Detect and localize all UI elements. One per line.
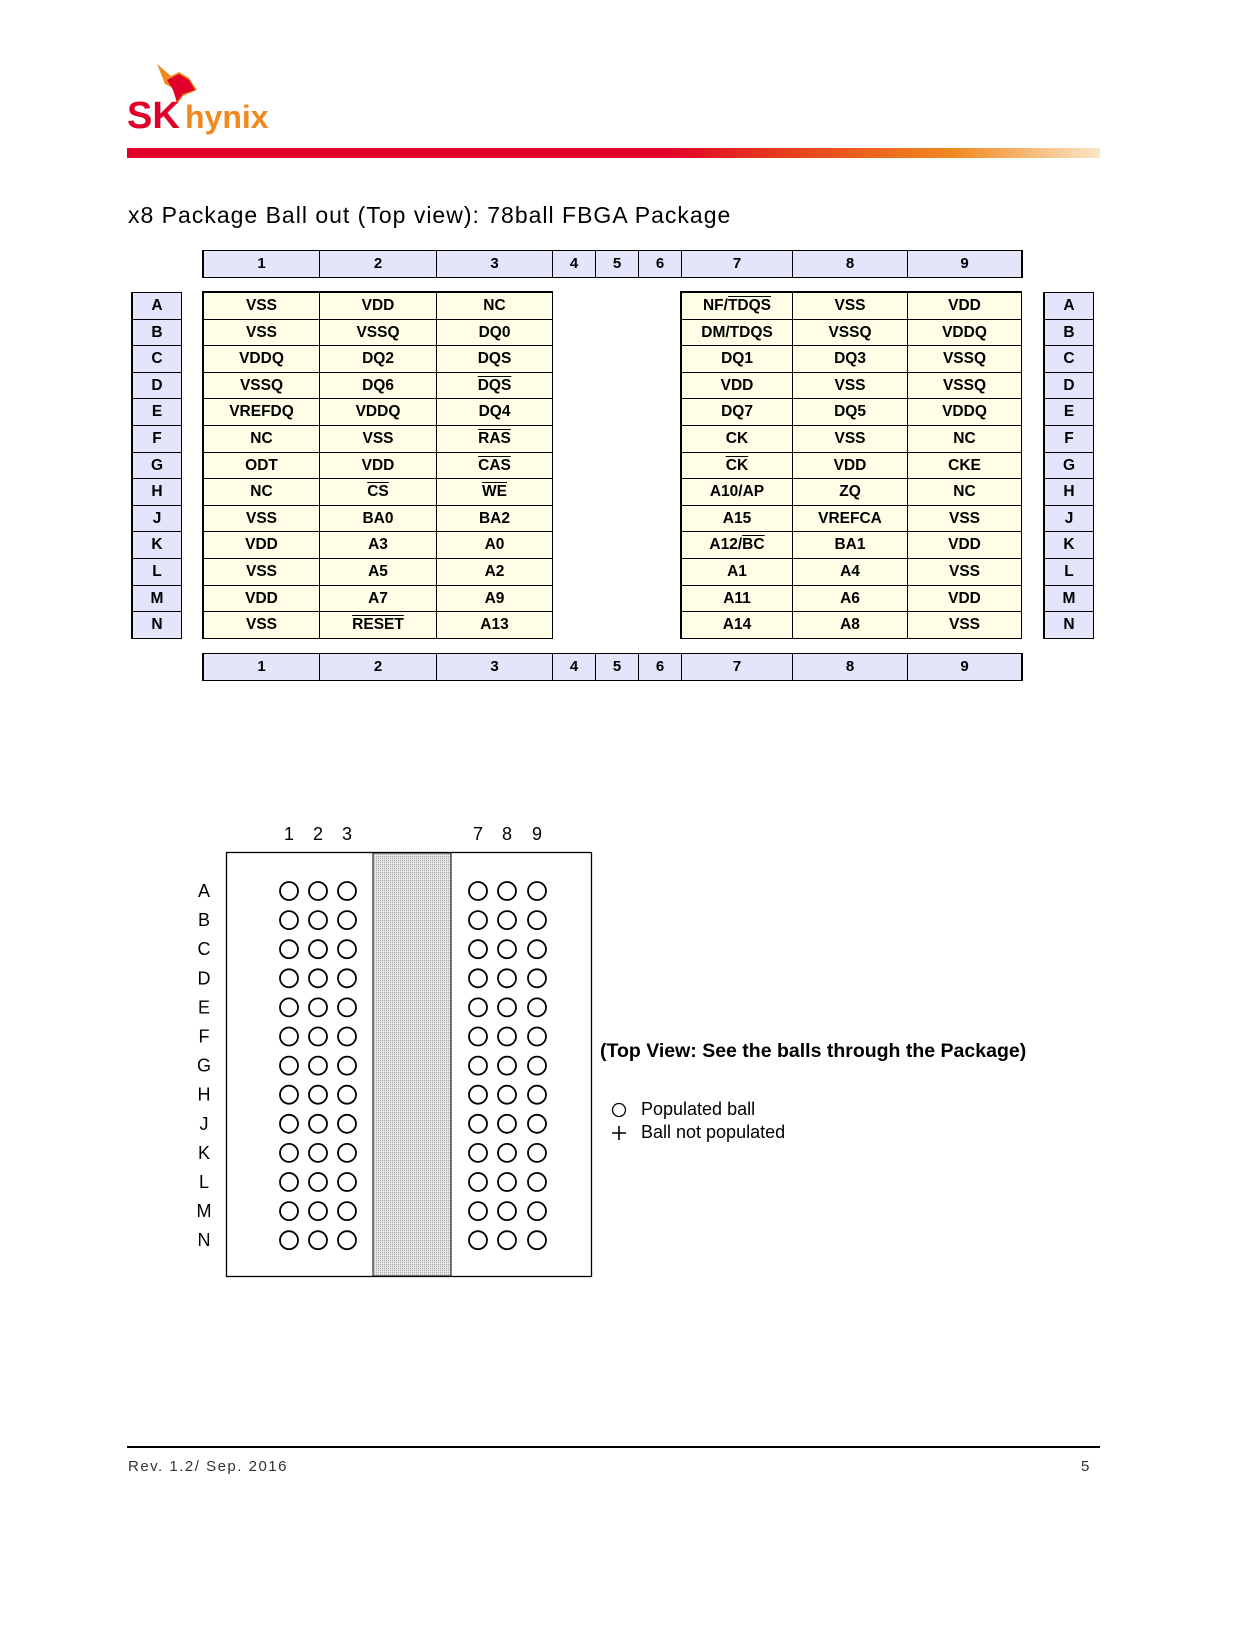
ball-populated <box>338 1144 356 1162</box>
row-label-M: M <box>133 586 181 613</box>
row-label-L: L <box>1045 559 1093 586</box>
pin-cell: VSS <box>204 559 320 585</box>
row-label-K: K <box>133 532 181 559</box>
ball-populated <box>498 1028 516 1046</box>
pin-cell: DM/TDQS <box>682 320 793 346</box>
column-header-5: 5 <box>596 251 639 277</box>
diagram-row-label: B <box>197 910 211 931</box>
ball-populated <box>280 911 298 929</box>
diagram-column-label: 2 <box>312 824 324 844</box>
diagram-row-label: A <box>197 881 211 901</box>
pin-name-prefix: NF/ <box>702 297 728 314</box>
pin-cell: VDD <box>320 293 437 319</box>
pin-cell: NC <box>908 426 1022 452</box>
ball-populated <box>338 969 356 987</box>
pin-cell: BA0 <box>320 506 437 532</box>
pin-table-left <box>202 291 553 639</box>
legend-not-populated: Ball not populated <box>641 1122 786 1142</box>
pin-cell: VSSQ <box>908 373 1022 399</box>
pin-cell: NC <box>204 479 320 505</box>
pin-row-N <box>204 612 553 639</box>
pin-cell: DQ4 <box>437 399 553 425</box>
pin-cell: VSS <box>908 559 1022 585</box>
column-header-6: 6 <box>639 251 682 277</box>
pin-name-active-low: $\overline{BC}$ <box>742 536 765 554</box>
column-header-9: 9 <box>908 654 1022 680</box>
pin-cell: A6 <box>793 586 908 612</box>
ball-populated <box>469 1115 487 1133</box>
ball-populated <box>528 969 546 987</box>
ball-populated <box>469 1202 487 1220</box>
page-title: x8 Package Ball out (Top view): 78ball FBGA Package <box>128 202 732 228</box>
pin-row-H <box>204 479 553 506</box>
pin-cell: A10/AP <box>682 479 793 505</box>
ball-populated <box>528 940 546 958</box>
ball-populated <box>498 1173 516 1191</box>
diagram-row-label: C <box>197 939 211 960</box>
pin-cell: VDD <box>204 532 320 558</box>
ball-populated <box>309 1086 327 1104</box>
row-label-B: B <box>1045 320 1093 347</box>
row-label-H: H <box>133 479 181 506</box>
pin-cell: ODT <box>204 453 320 479</box>
pin-cell: A3 <box>320 532 437 558</box>
column-header-5: 5 <box>596 654 639 680</box>
page-number: 5 <box>1081 1458 1090 1475</box>
pin-cell: DQ3 <box>793 346 908 372</box>
column-header-9: 9 <box>908 251 1022 277</box>
row-label-J: J <box>1045 506 1093 533</box>
pin-row-A <box>204 293 553 320</box>
ball-populated <box>309 1173 327 1191</box>
ball-populated <box>528 1231 546 1249</box>
diagram-row-label: H <box>197 1084 211 1105</box>
diagram-caption: (Top View: See the balls through the Package) <box>600 1040 1027 1062</box>
diagram-column-label: 8 <box>501 824 513 844</box>
ball-populated <box>338 1086 356 1104</box>
row-label-D: D <box>133 373 181 400</box>
ball-populated <box>280 940 298 958</box>
pin-cell: NC <box>437 293 553 319</box>
ball-populated <box>280 1115 298 1133</box>
diagram-row-label: F <box>198 1026 210 1047</box>
ball-populated <box>309 1231 327 1249</box>
pin-cell: VDDQ <box>204 346 320 372</box>
pin-cell: VSS <box>793 373 908 399</box>
column-header-4: 4 <box>553 654 596 680</box>
column-header-1: 1 <box>204 654 320 680</box>
ball-populated <box>498 1057 516 1075</box>
column-header-6: 6 <box>639 654 682 680</box>
center-pad-area <box>373 853 451 1276</box>
pin-cell: VDD <box>908 532 1022 558</box>
column-header-7: 7 <box>682 251 793 277</box>
package-outline <box>227 853 592 1277</box>
column-header-bottom <box>202 653 1023 681</box>
pin-cell: VDDQ <box>320 399 437 425</box>
pin-cell <box>682 532 793 558</box>
row-label-F: F <box>133 426 181 453</box>
pin-cell: A14 <box>682 612 793 638</box>
ball-populated <box>498 1086 516 1104</box>
pin-cell: VSSQ <box>204 373 320 399</box>
pin-cell: VDD <box>908 586 1022 612</box>
pin-name-active-low: $\overline{RAS}$ <box>478 429 511 447</box>
pin-row-E <box>682 399 1022 426</box>
pin-name-prefix: A12/ <box>709 536 743 554</box>
pin-cell: A5 <box>320 559 437 585</box>
pin-cell: VDD <box>204 586 320 612</box>
pin-cell <box>320 479 437 505</box>
ball-populated <box>309 1115 327 1133</box>
ball-populated <box>498 969 516 987</box>
pin-cell: A0 <box>437 532 553 558</box>
column-header-8: 8 <box>793 654 908 680</box>
ball-populated <box>338 1115 356 1133</box>
ball-populated <box>309 1144 327 1162</box>
diagram-row-label: J <box>199 1113 209 1134</box>
pin-row-L <box>204 559 553 586</box>
brand-divider-bar <box>127 148 1100 158</box>
ball-populated <box>528 1115 546 1133</box>
pin-name-active-low: $\overline{WE}$ <box>482 483 507 501</box>
ball-populated <box>528 1086 546 1104</box>
pin-cell <box>437 479 553 505</box>
row-label-J: J <box>133 506 181 533</box>
pin-cell: DQ7 <box>682 399 793 425</box>
row-label-F: F <box>1045 426 1093 453</box>
pin-cell <box>437 373 553 399</box>
pin-row-E <box>204 399 553 426</box>
diagram-row-label: K <box>197 1142 211 1163</box>
ball-populated <box>280 1086 298 1104</box>
svg-text:hynix: hynix <box>185 99 269 135</box>
pin-row-F <box>682 426 1022 453</box>
pin-name-active-low: RESET <box>352 616 404 634</box>
pin-cell: A2 <box>437 559 553 585</box>
pin-row-K <box>204 532 553 559</box>
column-header-2: 2 <box>320 654 437 680</box>
row-label-N: N <box>1045 612 1093 639</box>
pin-row-B <box>204 320 553 347</box>
ball-populated <box>528 1057 546 1075</box>
ball-populated <box>469 969 487 987</box>
row-label-H: H <box>1045 479 1093 506</box>
pin-cell: VDD <box>320 453 437 479</box>
pin-cell <box>437 426 553 452</box>
row-label-G: G <box>1045 453 1093 480</box>
ball-populated <box>338 998 356 1016</box>
row-label-G: G <box>133 453 181 480</box>
row-label-E: E <box>1045 399 1093 426</box>
pin-table-right <box>680 291 1022 639</box>
ball-populated <box>498 940 516 958</box>
pin-cell: A8 <box>793 612 908 638</box>
pin-row-J <box>204 506 553 533</box>
pin-cell <box>682 293 793 319</box>
pin-cell: NC <box>908 479 1022 505</box>
ball-populated <box>498 1115 516 1133</box>
pin-name-active-low: $\overline{CS}$ <box>367 483 389 501</box>
diagram-column-label: 1 <box>283 824 295 844</box>
ball-populated <box>469 1231 487 1249</box>
ball-populated <box>309 969 327 987</box>
pin-cell: DQS <box>437 346 553 372</box>
ball-populated <box>528 1144 546 1162</box>
pin-row-C <box>204 346 553 373</box>
ball-populated <box>280 1028 298 1046</box>
pin-cell: A4 <box>793 559 908 585</box>
row-label-C: C <box>133 346 181 373</box>
row-label-D: D <box>1045 373 1093 400</box>
pin-name-active-low: $\overline{DQS}$ <box>477 376 512 394</box>
row-labels-left <box>131 292 182 639</box>
ball-populated <box>309 1202 327 1220</box>
pin-cell: ZQ <box>793 479 908 505</box>
row-labels-right <box>1043 292 1094 639</box>
ball-populated <box>280 1144 298 1162</box>
ball-populated <box>309 940 327 958</box>
pin-cell: VSS <box>908 506 1022 532</box>
ball-populated <box>309 1028 327 1046</box>
ball-populated <box>469 882 487 900</box>
ball-populated <box>498 1144 516 1162</box>
ball-populated <box>338 1231 356 1249</box>
pin-row-D <box>204 373 553 400</box>
ball-populated <box>280 1057 298 1075</box>
pin-cell: VDDQ <box>908 399 1022 425</box>
pin-cell: BA2 <box>437 506 553 532</box>
column-header-2: 2 <box>320 251 437 277</box>
column-header-7: 7 <box>682 654 793 680</box>
pin-cell: A13 <box>437 612 553 638</box>
diagram-column-label: 3 <box>341 824 353 844</box>
pin-cell: VSS <box>793 426 908 452</box>
pin-cell: DQ1 <box>682 346 793 372</box>
legend-populated: Populated ball <box>641 1099 756 1119</box>
pin-cell: VDD <box>908 293 1022 319</box>
pin-cell: A15 <box>682 506 793 532</box>
pin-cell: VDD <box>793 453 908 479</box>
pin-row-A <box>682 293 1022 320</box>
row-label-K: K <box>1045 532 1093 559</box>
pin-name-active-low: TDQS <box>727 297 772 314</box>
ball-populated <box>338 911 356 929</box>
pin-cell: DQ0 <box>437 320 553 346</box>
pin-cell: VREFDQ <box>204 399 320 425</box>
svg-text:SK: SK <box>127 95 180 137</box>
pin-cell: DQ2 <box>320 346 437 372</box>
ball-populated <box>280 1173 298 1191</box>
pin-cell: A1 <box>682 559 793 585</box>
ball-populated <box>528 1173 546 1191</box>
pin-cell: A11 <box>682 586 793 612</box>
pin-cell <box>682 453 793 479</box>
pin-row-M <box>682 586 1022 613</box>
ball-populated <box>309 1057 327 1075</box>
pin-row-M <box>204 586 553 613</box>
pin-row-D <box>682 373 1022 400</box>
pin-cell: CK <box>682 426 793 452</box>
diagram-column-label: 9 <box>531 824 543 844</box>
diagram-column-label: 7 <box>472 824 484 844</box>
pin-cell: VSS <box>793 293 908 319</box>
pin-row-H <box>682 479 1022 506</box>
plus-icon <box>612 1126 626 1140</box>
ball-populated <box>469 940 487 958</box>
revision-text: Rev. 1.2/ Sep. 2016 <box>128 1458 288 1475</box>
pin-cell: A7 <box>320 586 437 612</box>
diagram-row-label: E <box>197 997 211 1018</box>
pin-cell: VREFCA <box>793 506 908 532</box>
diagram-row-label: G <box>196 1055 212 1076</box>
ball-populated <box>528 1202 546 1220</box>
ball-populated <box>528 911 546 929</box>
row-label-A: A <box>133 293 181 320</box>
ball-populated <box>469 1028 487 1046</box>
ball-populated <box>338 1057 356 1075</box>
pin-row-G <box>682 453 1022 480</box>
pin-cell: DQ6 <box>320 373 437 399</box>
ball-populated <box>338 1202 356 1220</box>
pin-row-C <box>682 346 1022 373</box>
diagram-row-label: L <box>198 1172 210 1192</box>
ball-populated <box>338 882 356 900</box>
row-label-M: M <box>1045 586 1093 613</box>
ball-populated <box>469 1086 487 1104</box>
pin-row-G <box>204 453 553 480</box>
pin-cell: VSS <box>204 320 320 346</box>
pin-cell: VSSQ <box>908 346 1022 372</box>
pin-cell: VSS <box>908 612 1022 638</box>
pin-cell: VSS <box>204 506 320 532</box>
ball-populated <box>498 1202 516 1220</box>
ball-populated <box>528 882 546 900</box>
pin-cell: BA1 <box>793 532 908 558</box>
ball-populated <box>280 1202 298 1220</box>
column-header-8: 8 <box>793 251 908 277</box>
ball-populated <box>498 998 516 1016</box>
ball-populated <box>309 882 327 900</box>
ball-populated <box>469 1057 487 1075</box>
row-label-E: E <box>133 399 181 426</box>
ball-populated <box>309 998 327 1016</box>
ball-populated <box>280 969 298 987</box>
pin-cell: VSS <box>204 293 320 319</box>
column-header-top <box>202 250 1023 278</box>
pin-row-L <box>682 559 1022 586</box>
ball-populated <box>469 1144 487 1162</box>
diagram-row-label: M <box>196 1201 212 1222</box>
ball-populated <box>498 882 516 900</box>
row-label-A: A <box>1045 293 1093 320</box>
pin-row-J <box>682 506 1022 533</box>
ball-populated <box>498 911 516 929</box>
pin-row-N <box>682 612 1022 639</box>
ball-populated <box>338 1028 356 1046</box>
ball-populated <box>469 911 487 929</box>
footer-divider <box>127 1446 1100 1448</box>
column-header-3: 3 <box>437 654 553 680</box>
pin-cell <box>320 612 437 638</box>
pin-row-B <box>682 320 1022 347</box>
ball-populated <box>338 940 356 958</box>
pin-cell <box>437 453 553 479</box>
diagram-row-label: N <box>197 1230 211 1251</box>
ball-populated <box>280 998 298 1016</box>
pin-cell: NC <box>204 426 320 452</box>
row-label-N: N <box>133 612 181 639</box>
row-label-L: L <box>133 559 181 586</box>
pin-cell: VDD <box>682 373 793 399</box>
pin-cell: VSS <box>320 426 437 452</box>
ball-populated <box>280 882 298 900</box>
column-header-4: 4 <box>553 251 596 277</box>
ball-populated <box>309 911 327 929</box>
ball-populated <box>528 998 546 1016</box>
pin-cell: VSSQ <box>320 320 437 346</box>
row-label-B: B <box>133 320 181 347</box>
ball-populated <box>469 1173 487 1191</box>
ball-populated <box>498 1231 516 1249</box>
ball-populated <box>338 1173 356 1191</box>
pin-cell: A9 <box>437 586 553 612</box>
pin-row-K <box>682 532 1022 559</box>
pin-cell: CKE <box>908 453 1022 479</box>
pin-name-active-low: $\overline{CK}$ <box>725 456 749 474</box>
pin-cell: VSS <box>204 612 320 638</box>
pin-row-F <box>204 426 553 453</box>
row-label-C: C <box>1045 346 1093 373</box>
pin-name-active-low: $\overline{CAS}$ <box>478 456 511 474</box>
pin-cell: VDDQ <box>908 320 1022 346</box>
pin-cell: DQ5 <box>793 399 908 425</box>
ball-populated <box>528 1028 546 1046</box>
diagram-row-label: D <box>197 968 211 989</box>
ball-populated <box>469 998 487 1016</box>
pin-cell: VSSQ <box>793 320 908 346</box>
column-header-1: 1 <box>204 251 320 277</box>
circle-icon <box>613 1104 626 1117</box>
ball-populated <box>280 1231 298 1249</box>
sk-hynix-logo <box>127 62 277 144</box>
column-header-3: 3 <box>437 251 553 277</box>
